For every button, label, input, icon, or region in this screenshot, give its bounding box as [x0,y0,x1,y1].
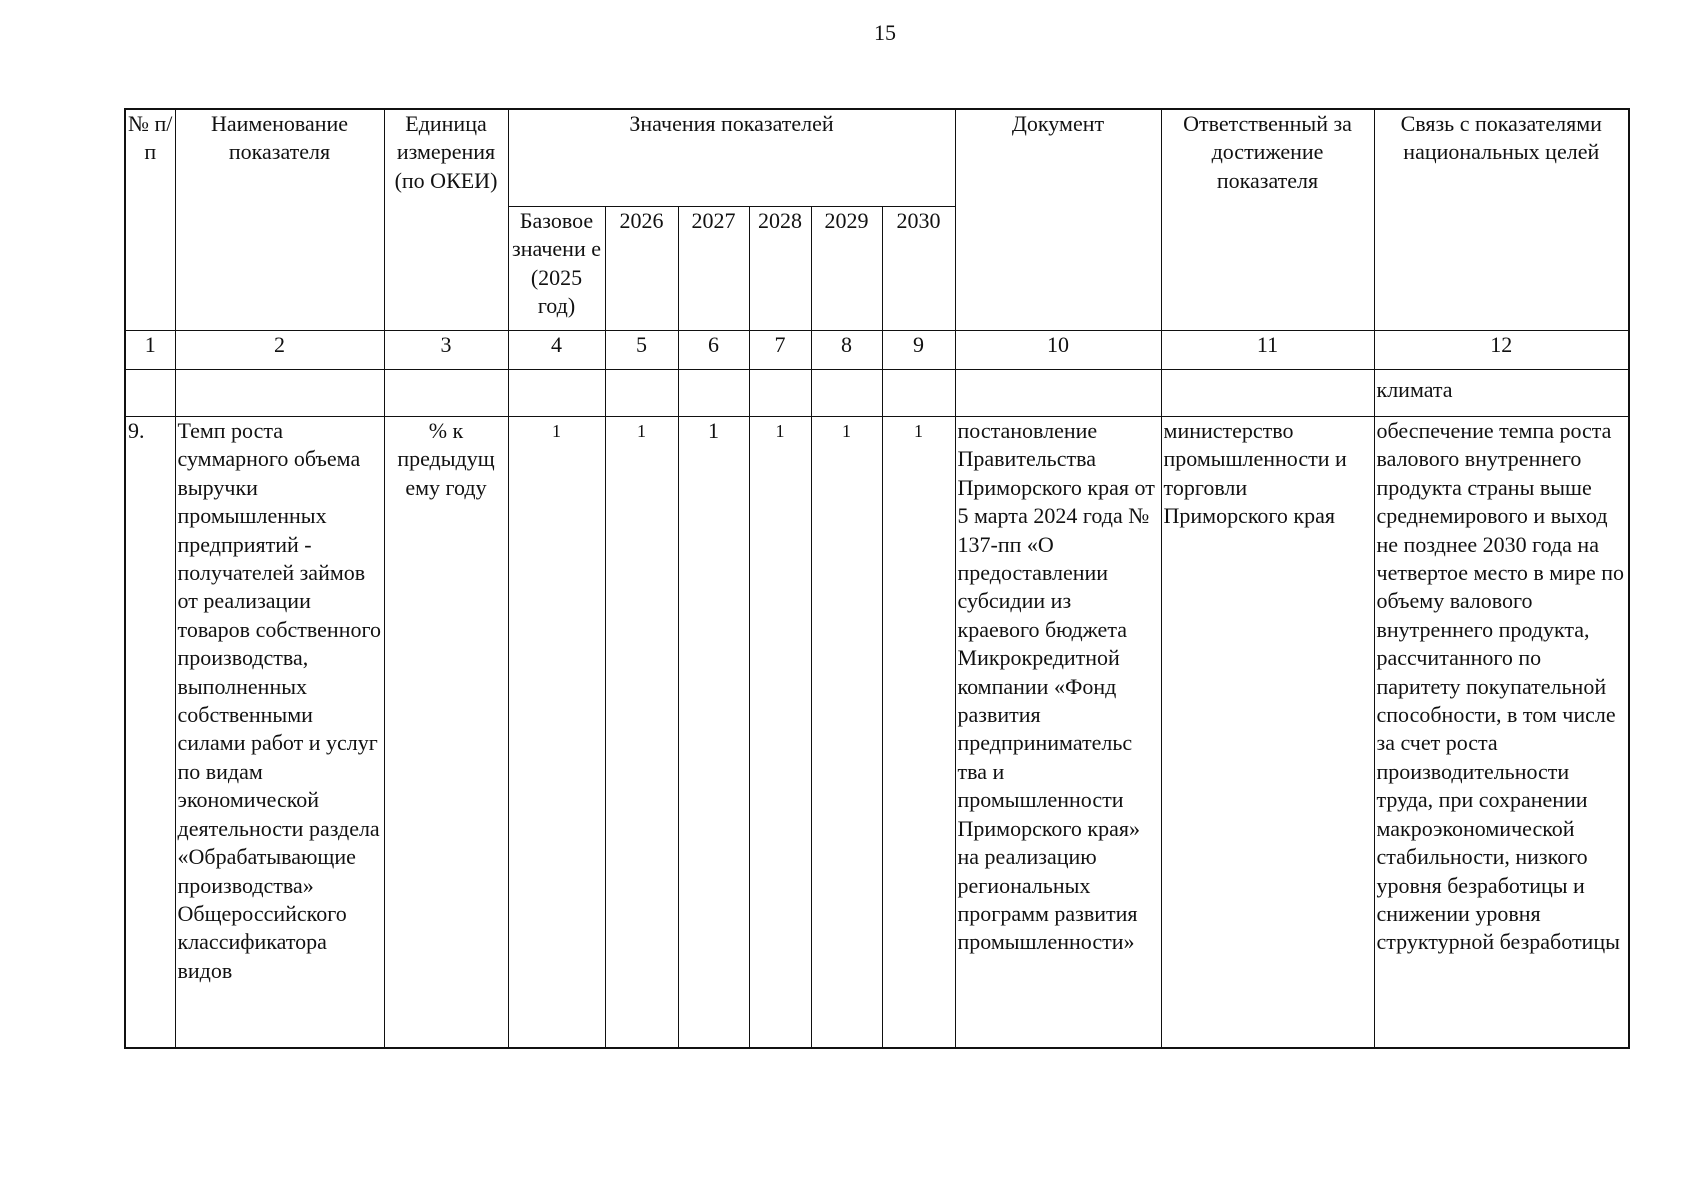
header-document: Документ [955,109,1161,331]
row-num: 9. [125,417,175,1049]
column-number: 7 [749,331,811,370]
header-row [125,109,1629,206]
row-2028: 1 [749,417,811,1049]
carry-cell [384,370,508,417]
row-document: постановление Правительства Приморского края от 5 марта 2024 года № 137-пп «О предоставлении субсидии из краевого бюджета Микрокредитной компании «Фонд развития предпринимательс тва и промышленности Приморского края» на реализацию региональных программ развития промышленности» [955,417,1161,1049]
header-2027: 2027 [678,206,749,330]
indicators-table [124,108,1630,1049]
header-2030: 2030 [882,206,955,330]
column-number: 1 [125,331,175,370]
column-number: 11 [1161,331,1374,370]
page-number: 15 [874,20,896,45]
carry-cell [678,370,749,417]
header-unit: Единица измерения (по ОКЕИ) [384,109,508,331]
carry-cell [882,370,955,417]
column-number: 2 [175,331,384,370]
carry-cell [1161,370,1374,417]
column-number: 6 [678,331,749,370]
carry-cell [508,370,605,417]
header-base: Базовое значени е (2025 год) [508,206,605,330]
column-number: 9 [882,331,955,370]
header-2026: 2026 [605,206,678,330]
row-link: обеспечение темпа роста валового внутреннего продукта страны выше среднемирового и выход не позднее 2030 года на четвертое место в мире по объему валового внутреннего продукта, рассчитанного по паритету покупательной способности, в том числе за счет роста производительности труда, при сохранении макроэкономической стабильности, низкого уровня безработицы и снижении уровня структурной безработицы [1374,417,1629,1049]
carry-cell [955,370,1161,417]
carry-cell [125,370,175,417]
header-num: № п/п [125,109,175,331]
row-2026: 1 [605,417,678,1049]
header-values-group: Значения показателей [508,109,955,206]
carry-cell [605,370,678,417]
header-responsible: Ответственный за достижение показателя [1161,109,1374,331]
carry-cell [175,370,384,417]
column-number: 5 [605,331,678,370]
row-base: 1 [508,417,605,1049]
header-2028: 2028 [749,206,811,330]
column-number: 10 [955,331,1161,370]
row-2029: 1 [811,417,882,1049]
row-2030: 1 [882,417,955,1049]
carry-link-text: климата [1374,370,1629,417]
header-name: Наименование показателя [175,109,384,331]
carry-cell [811,370,882,417]
row-name: Темп роста суммарного объема выручки промышленных предприятий - получателей займов от реализации товаров собственного производства, выполненных собственными силами работ и услуг по видам экономической деятельности раздела «Обрабатывающие производства» Общероссийского классификатора видов [175,417,384,1049]
column-number: 8 [811,331,882,370]
header-2029: 2029 [811,206,882,330]
carry-over-row [125,370,1629,417]
row-responsible: министерство промышленности и торговли Приморского края [1161,417,1374,1049]
column-number: 4 [508,331,605,370]
column-number: 12 [1374,331,1629,370]
column-numbers-row [125,331,1629,370]
header-link: Связь с показателями национальных целей [1374,109,1629,331]
carry-cell [749,370,811,417]
column-number: 3 [384,331,508,370]
row-2027: 1 [678,417,749,1049]
table-row [125,417,1629,1049]
row-unit: % к предыдущ ему году [384,417,508,1049]
